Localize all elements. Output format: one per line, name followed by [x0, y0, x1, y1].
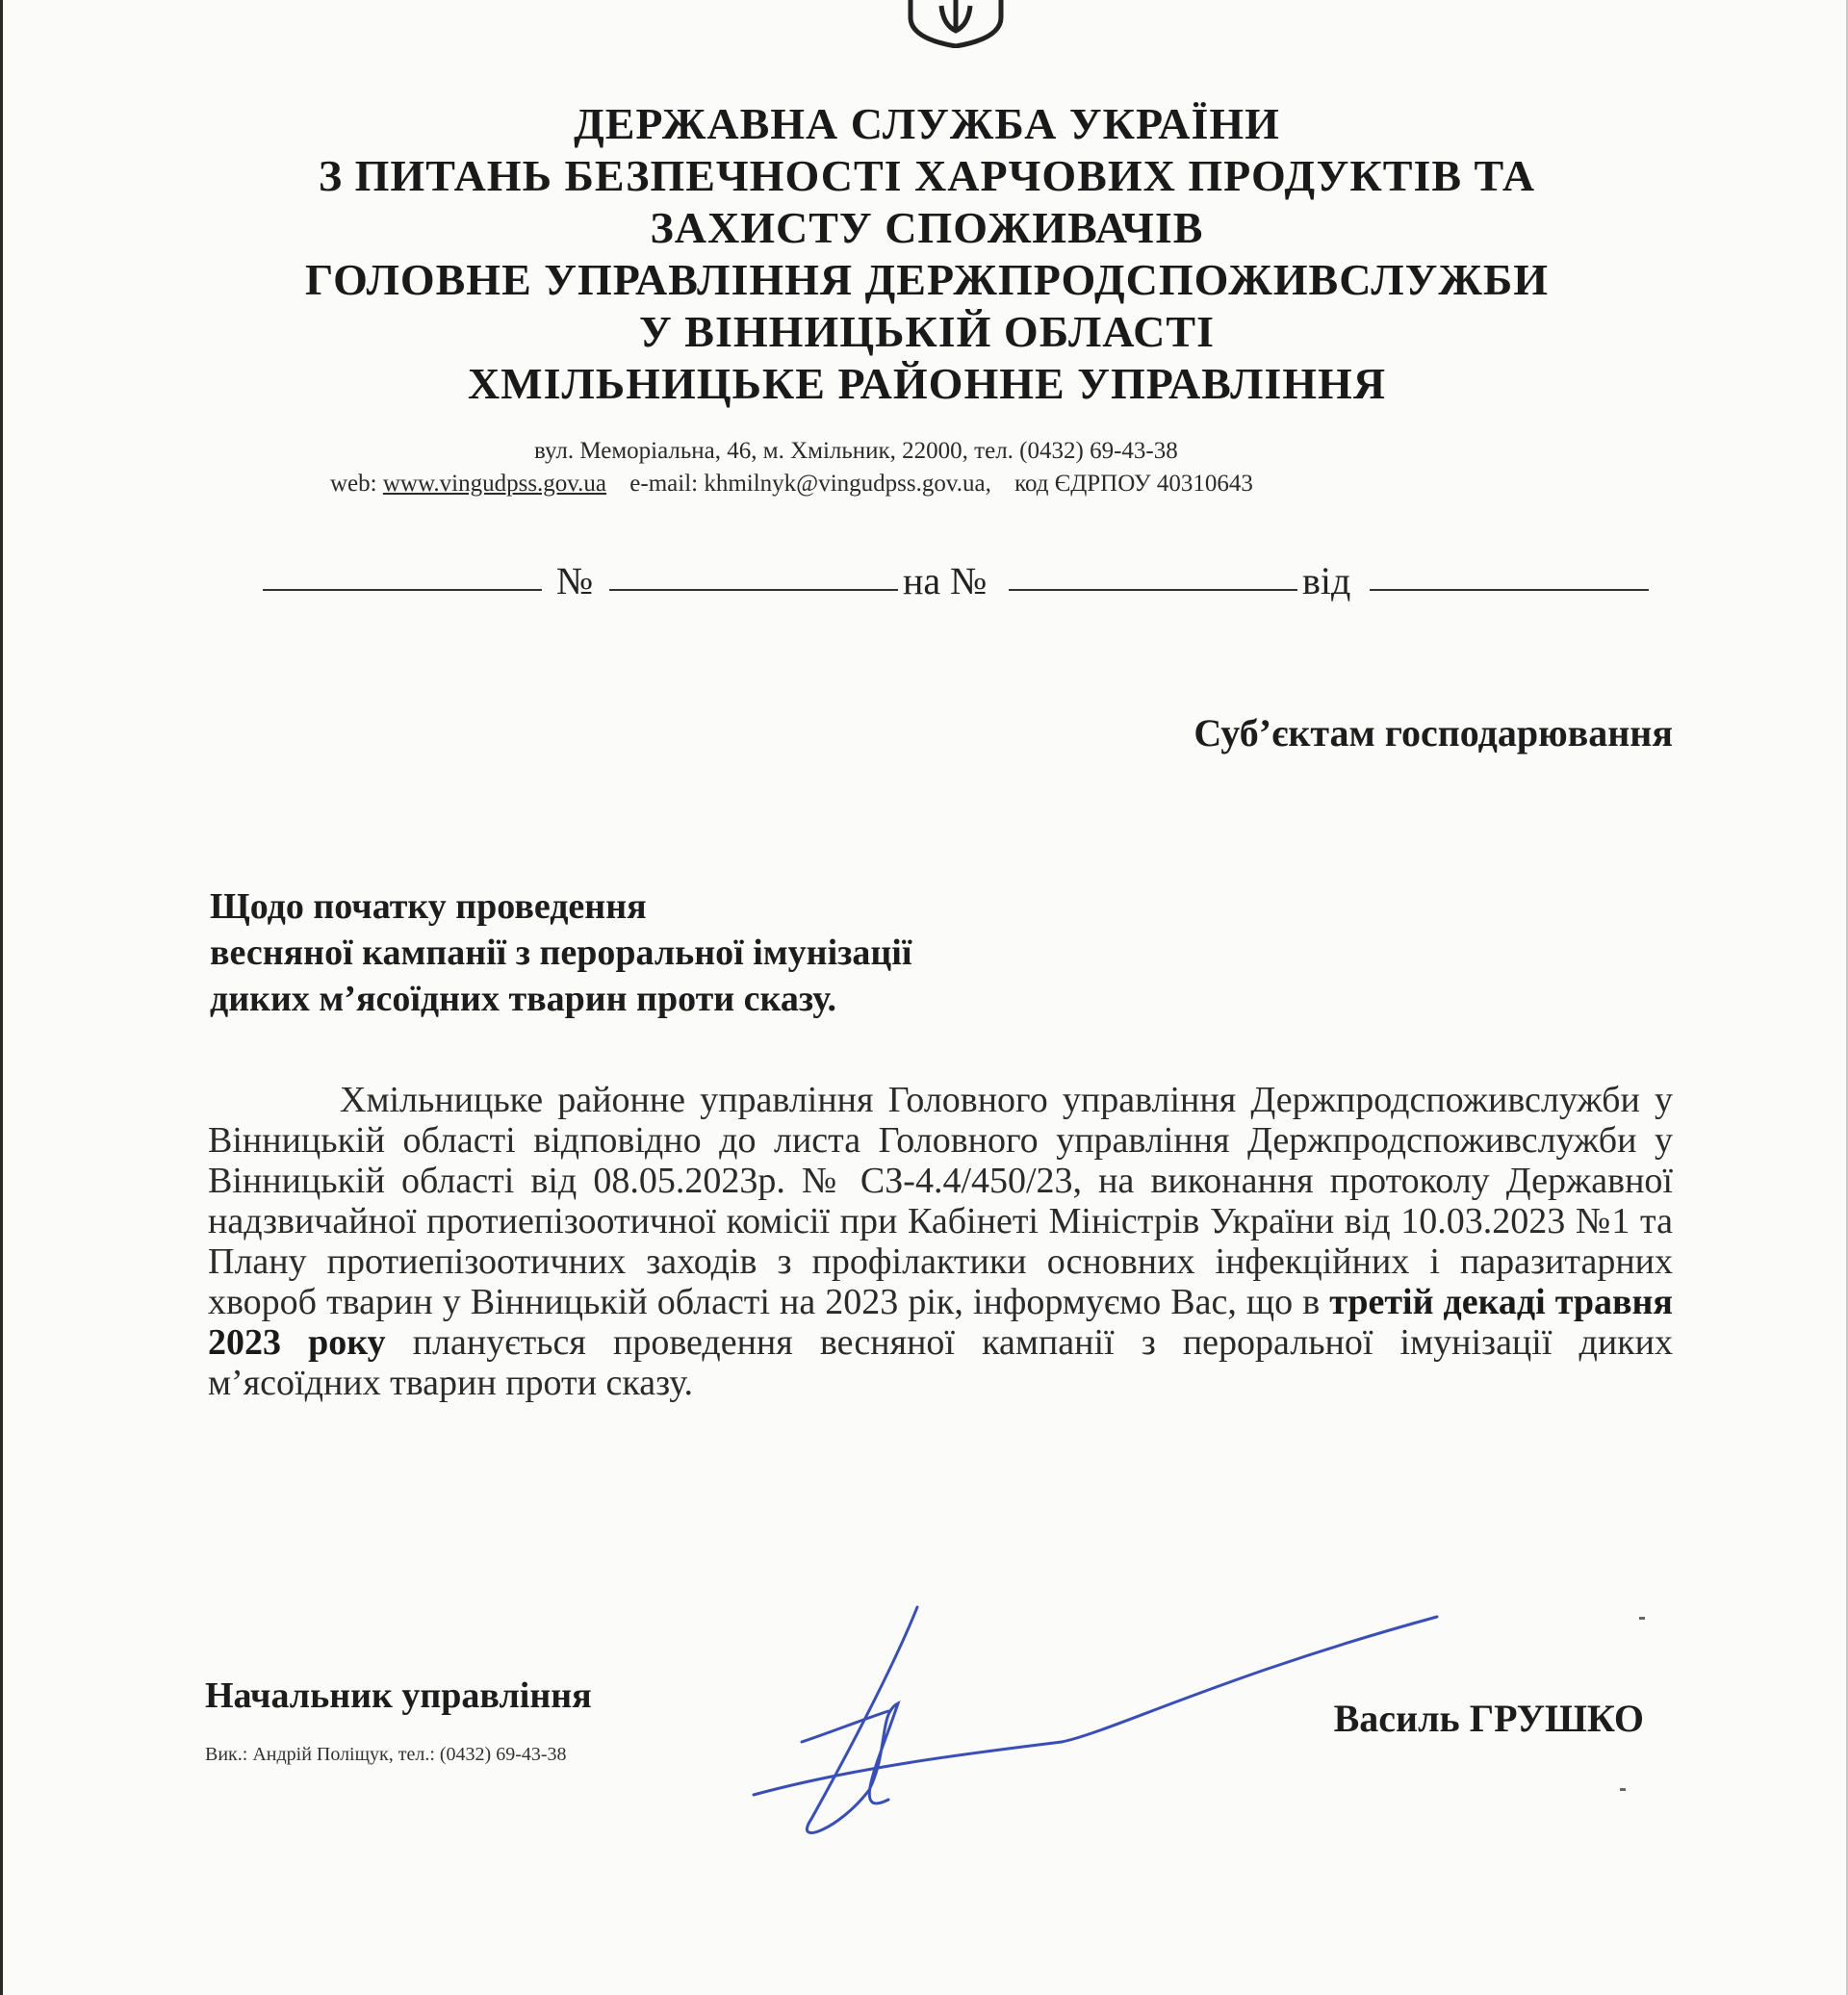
reply-number-label: на № — [903, 559, 988, 602]
header-line-2: З ПИТАНЬ БЕЗПЕЧНОСТІ ХАРЧОВИХ ПРОДУКТІВ ТА — [318, 151, 1536, 200]
letterhead — [224, 98, 1630, 410]
subject-line-3: диких м’ясоїдних тварин проти сказу. — [210, 979, 836, 1019]
email-text: e-mail: khmilnyk@vingudpss.gov.ua, — [629, 471, 991, 497]
web-email-line — [330, 468, 1581, 500]
website-link[interactable]: www.vingudpss.gov.ua — [382, 471, 607, 497]
subject — [210, 883, 911, 1022]
trident-emblem-icon — [903, 0, 1009, 48]
web-label: web: — [330, 471, 377, 497]
registration-line — [263, 558, 1649, 616]
addressee: Суб’єктам господарювання — [1194, 711, 1673, 755]
signatory-name: Василь ГРУШКО — [1333, 1697, 1644, 1740]
signatory-title: Начальник управління — [205, 1675, 592, 1716]
reply-number-blank — [1009, 589, 1297, 591]
edrpou-code: код ЄДРПОУ 40310643 — [1014, 471, 1253, 497]
body-paragraph — [208, 1080, 1673, 1403]
scan-mark — [1639, 1617, 1645, 1620]
header-line-5: У ВІННИЦЬКІЙ ОБЛАСТІ — [639, 307, 1215, 356]
body-text-start: Хмільницьке районне управління Головного управління Держпродспоживслужби у Вінницькій області відповідно до листа Головного управління Держпродспоживслужби у Вінницькій області від 08.05.2023р. № СЗ-4.4/450/23, на виконання протоколу Державної надзвичайної протиепізоотичної комісії при Кабінеті Міністрів України від 10.03.2023 №1 та Плану протиепізоотичних заходів з профілактики основних інфекційних і паразитарних хвороб тварин у Вінницькій області на 2023 рік, інформуємо Вас, що в — [208, 1080, 1673, 1322]
contact-block — [330, 435, 1581, 500]
address-line: вул. Меморіальна, 46, м. Хмільник, 22000, тел. (0432) 69-43-38 — [534, 438, 1178, 464]
header-line-1: ДЕРЖАВНА СЛУЖБА УКРАЇНИ — [574, 99, 1280, 148]
scan-mark — [1620, 1788, 1626, 1791]
number-label: № — [556, 559, 594, 602]
executor-note: Вик.: Андрій Поліщук, тел.: (0432) 69-43-38 — [205, 1744, 567, 1765]
date-blank — [263, 589, 542, 591]
header-line-6: ХМІЛЬНИЦЬКЕ РАЙОННЕ УПРАВЛІННЯ — [467, 359, 1387, 408]
header-line-4: ГОЛОВНЕ УПРАВЛІННЯ ДЕРЖПРОДСПОЖИВСЛУЖБИ — [304, 255, 1550, 304]
subject-line-2: весняної кампанії з пероральної імунізації — [210, 933, 912, 973]
body-text-bold: третій декаді травня 2023 року — [208, 1282, 1673, 1363]
subject-line-1: Щодо початку проведення — [210, 886, 647, 927]
handwritten-signature — [744, 1598, 1476, 1857]
reply-date-blank — [1370, 589, 1649, 591]
number-blank — [609, 589, 898, 591]
body-text-end: планується проведення весняної кампанії з пероральної імунізації диких м’ясоїдних тварин проти сказу. — [208, 1322, 1673, 1403]
reply-date-label: від — [1302, 559, 1351, 602]
header-line-3: ЗАХИСТУ СПОЖИВАЧІВ — [650, 203, 1204, 252]
